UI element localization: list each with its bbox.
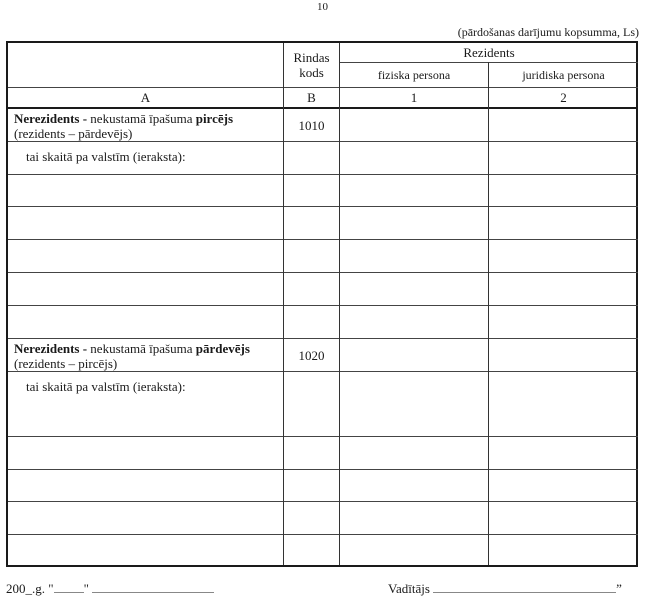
section-subtitle: (rezidents – pārdevējs) (14, 126, 133, 141)
breakdown-label-1020: tai skaitā pa valstīm (ieraksta): (26, 379, 186, 394)
breakdown-label-1010: tai skaitā pa valstīm (ieraksta): (26, 149, 186, 164)
row-divider (8, 469, 638, 470)
report-table (6, 41, 638, 567)
date-quote: " (83, 581, 89, 596)
day-blank[interactable] (54, 580, 84, 593)
row-code-1010: 1010 (298, 117, 325, 133)
col-label-2: 2 (560, 90, 567, 105)
section-title-bold: pārdevējs (195, 341, 250, 356)
col-divider-2 (488, 62, 489, 565)
header-rindas-kods: Rindas kods (293, 50, 330, 80)
date-line (6, 580, 214, 597)
section-title-bold: Nerezidents - (14, 111, 91, 126)
col-divider-1 (339, 43, 340, 565)
signer-label: Vadītājs (388, 581, 430, 596)
row-divider (8, 239, 638, 240)
section-title-plain: nekustamā īpašuma (90, 341, 196, 356)
row-divider (8, 272, 638, 273)
row-divider (8, 141, 638, 142)
date-prefix: 200_.g. " (6, 581, 54, 596)
row-divider (8, 206, 638, 207)
section-subtitle: (rezidents – pircējs) (14, 356, 118, 371)
section-title-bold: pircējs (195, 111, 234, 126)
section-1010-label (8, 109, 283, 141)
col-label-1: 1 (410, 90, 418, 105)
row-divider (8, 436, 638, 437)
row-divider (8, 305, 638, 306)
row-divider (8, 534, 638, 535)
signer-quote: ” (616, 581, 622, 596)
signature-blank[interactable] (433, 580, 616, 593)
section-1020-label (8, 339, 283, 371)
page-number: 10 (317, 1, 328, 13)
row-divider (8, 371, 638, 372)
row-code-1020: 1020 (298, 347, 325, 363)
col-label-a: A (140, 90, 151, 105)
col-label-b: B (307, 90, 316, 105)
header-rezidents: Rezidents (463, 45, 515, 60)
section-title-plain: nekustamā īpašuma (90, 111, 196, 126)
section-title-bold: Nerezidents - (14, 341, 91, 356)
signer-line (388, 580, 622, 597)
unit-note: (pārdošanas darījumu kopsumma, Ls) (457, 25, 639, 39)
month-blank[interactable] (92, 580, 214, 593)
header-juridiska-persona: juridiska persona (522, 67, 605, 82)
row-divider (8, 174, 638, 175)
row-divider (8, 501, 638, 502)
header-fiziska-persona: fiziska persona (377, 67, 451, 82)
